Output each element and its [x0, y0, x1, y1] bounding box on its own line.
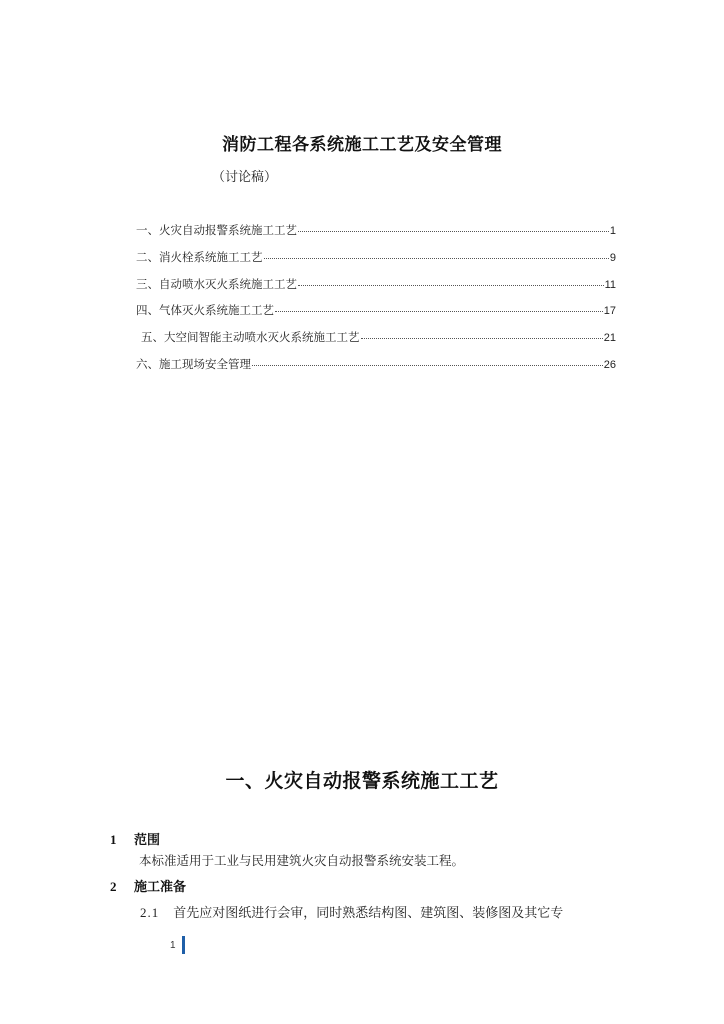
toc-leader-dots [361, 329, 603, 339]
section-number: 1 [110, 832, 117, 847]
section-paragraph: 本标准适用于工业与民用建筑火灾自动报警系统安装工程。 [139, 853, 465, 868]
toc-item-page: 1 [609, 225, 616, 237]
section-heading-scope [110, 829, 160, 848]
document-subtitle: （讨论稿） [212, 170, 278, 185]
section-heading-preparation [110, 876, 186, 895]
toc-item-label: 一、火灾自动报警系统施工工艺 [136, 223, 297, 237]
toc-item-label: 二、消火栓系统施工工艺 [136, 249, 263, 264]
toc-leader-dots [298, 276, 604, 286]
section-title: 范围 [134, 833, 161, 848]
page-footer [170, 936, 185, 954]
toc-item-page: 11 [604, 278, 616, 291]
document-title: 消防工程各系统施工工艺及安全管理 [222, 135, 502, 155]
toc-item[interactable] [136, 222, 616, 249]
subsection-paragraph [140, 902, 563, 921]
page-number: 1 [170, 939, 176, 951]
toc-item[interactable] [136, 249, 616, 276]
section-title: 施工准备 [134, 880, 187, 895]
toc-leader-dots [252, 356, 603, 366]
subsection-number: 2.1 [140, 905, 160, 920]
toc-item-label: 三、自动喷水灭火系统施工工艺 [136, 276, 297, 291]
toc-leader-dots [298, 222, 609, 232]
toc-item-page: 26 [603, 358, 616, 371]
toc-leader-dots [275, 302, 603, 312]
toc-item-label: 六、施工现场安全管理 [136, 356, 251, 371]
toc-item-page: 21 [603, 332, 616, 345]
toc-item-page: 9 [609, 251, 616, 264]
section-number: 2 [110, 879, 117, 894]
footer-accent-bar [182, 936, 185, 954]
subsection-text: 首先应对图纸进行会审，同时熟悉结构图、建筑图、装修图及其它专 [173, 906, 564, 921]
toc-item-label: 四、气体灭火系统施工工艺 [136, 303, 274, 318]
toc-item[interactable] [136, 356, 616, 383]
toc-item[interactable] [136, 302, 616, 329]
chapter-title: 一、火灾自动报警系统施工工艺 [225, 770, 499, 792]
toc-item-page: 17 [603, 305, 616, 318]
toc-item[interactable] [136, 329, 616, 356]
toc-leader-dots [264, 249, 609, 259]
table-of-contents [136, 222, 616, 383]
toc-item-label: 五、大空间智能主动喷水灭火系统施工工艺 [141, 330, 360, 345]
toc-item[interactable] [136, 276, 616, 303]
